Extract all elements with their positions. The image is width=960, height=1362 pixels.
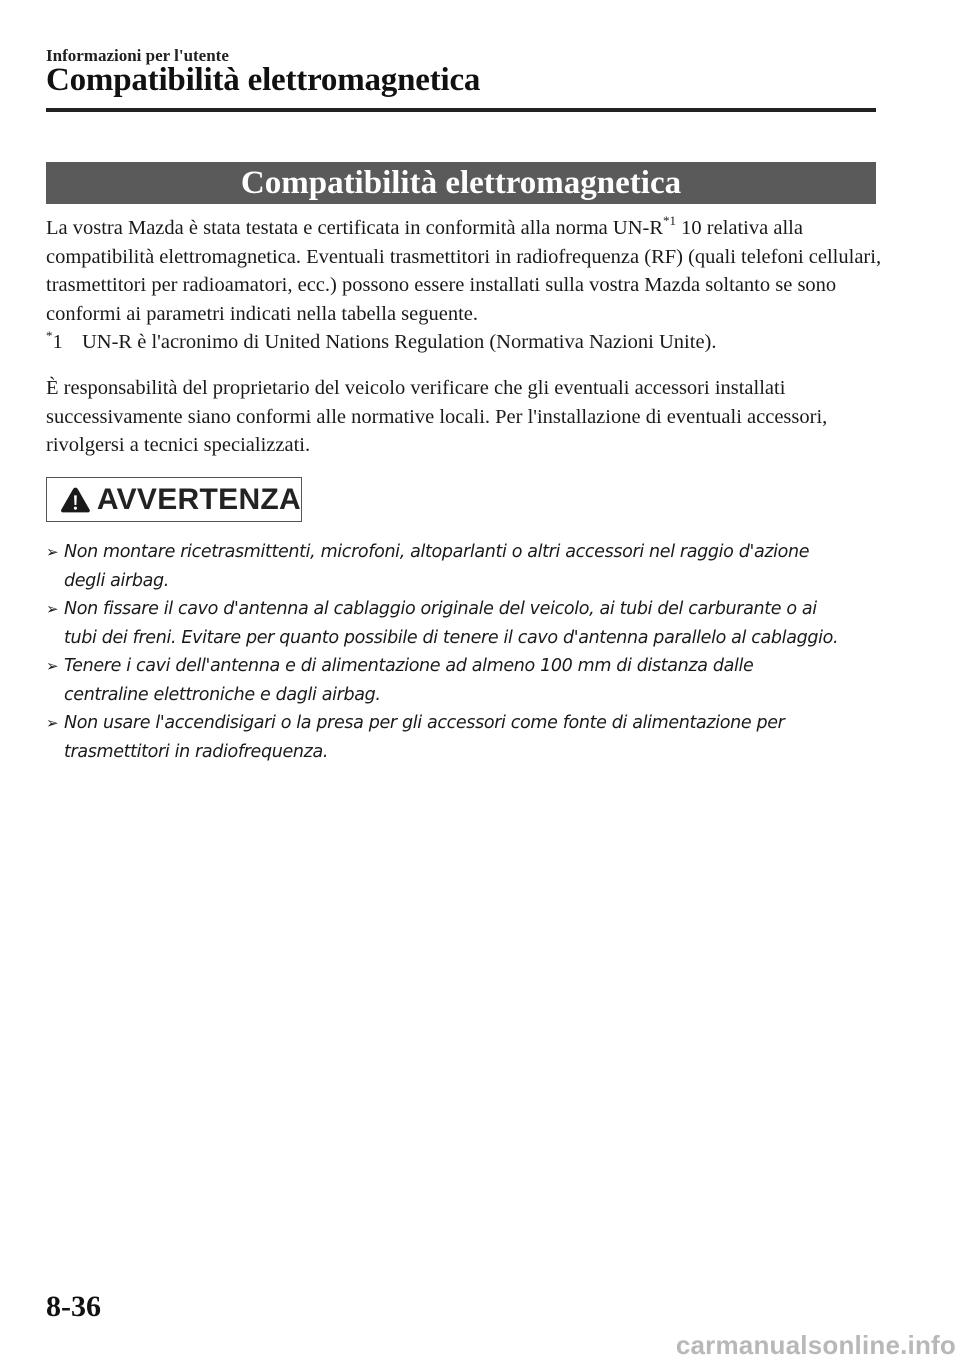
list-item: ➢ Non montare ricetrasmittenti, microfoni, altoparlanti o altri accessori nel raggio d'azione degli airbag. xyxy=(46,538,896,595)
intro-paragraph xyxy=(46,214,886,328)
intro-text: La vostra Mazda è stata testata e certificata in conformità alla norma UN-R xyxy=(46,217,664,239)
warning-list xyxy=(46,538,896,766)
footnote-text: UN-R è l'acronimo di United Nations Regulation (Normativa Nazioni Unite). xyxy=(82,331,717,353)
list-item: ➢ Non fissare il cavo d'antenna al cablaggio originale del veicolo, ai tubi del carburante o ai tubi dei freni. Evitare per quanto possibile di tenere il cavo d'antenna parallelo al cablaggio. xyxy=(46,595,896,652)
page-title: Compatibilità elettromagnetica xyxy=(46,62,481,98)
responsibility-paragraph: È responsabilità del proprietario del veicolo verificare che gli eventuali accessori installati successivamente siano conformi alle normative locali. Per l'installazione di eventuali accessori, rivolgersi a tecnici specializzati. xyxy=(46,377,828,456)
section-banner: Compatibilità elettromagnetica xyxy=(46,162,876,204)
arrow-bullet-icon: ➢ xyxy=(46,543,59,561)
intro-text-continued: 10 relativa alla compatibilità elettromagnetica. Eventuali trasmettitori in radiofrequenza (RF) (quali telefoni cellulari, trasmettitori per radioamatori, ecc.) possono essere installati sulla vostra Mazda soltanto se sono conformi ai parametri indicati nella tabella seguente. xyxy=(46,217,882,325)
arrow-bullet-icon: ➢ xyxy=(46,714,59,732)
warning-box xyxy=(46,477,302,522)
footnote-reference[interactable]: *1 xyxy=(663,213,677,229)
warning-triangle-icon xyxy=(60,483,91,517)
footnote xyxy=(46,328,886,357)
page-number: 8-36 xyxy=(46,1290,101,1323)
arrow-bullet-icon: ➢ xyxy=(46,600,59,618)
header-divider xyxy=(46,108,876,112)
section-label: Informazioni per l'utente xyxy=(46,46,229,65)
warning-label: AVVERTENZA xyxy=(96,482,301,516)
list-item: ➢ Tenere i cavi dell'antenna e di alimentazione ad almeno 100 mm di distanza dalle centraline elettroniche e dagli airbag. xyxy=(46,652,896,709)
footnote-marker: *1 xyxy=(46,328,63,353)
arrow-bullet-icon: ➢ xyxy=(46,657,59,675)
watermark: carmanualsonline.info xyxy=(675,1330,956,1360)
list-item: ➢ Non usare l'accendisigari o la presa per gli accessori come fonte di alimentazione per trasmettitori in radiofrequenza. xyxy=(46,709,896,766)
